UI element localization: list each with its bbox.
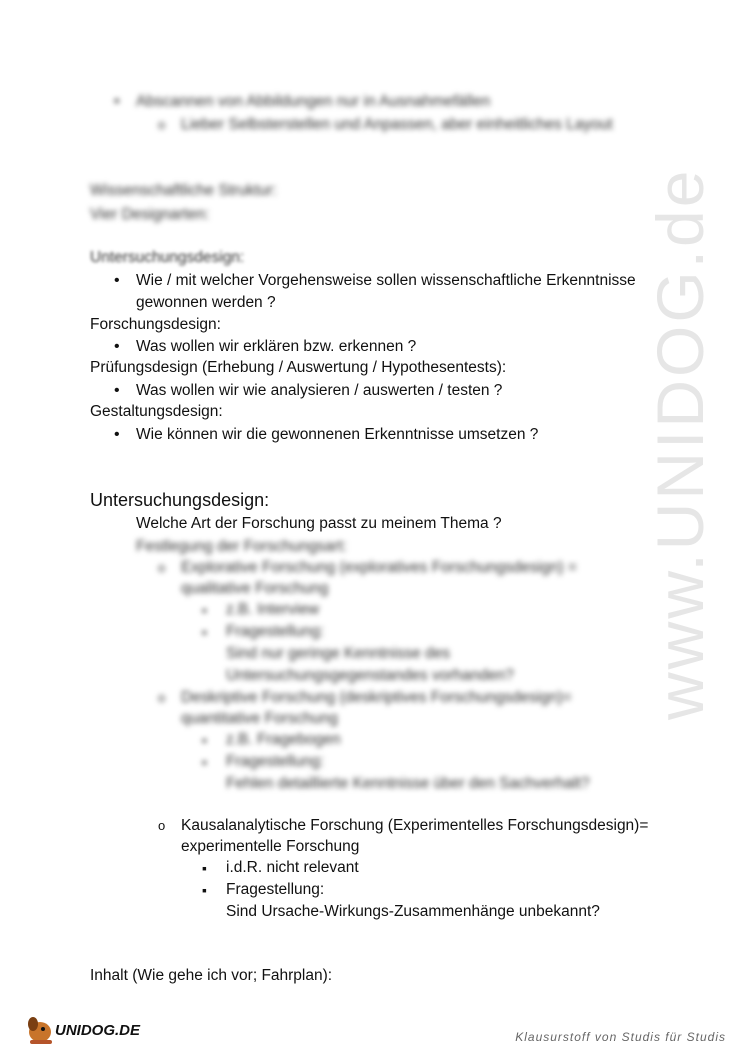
design-question-1-cont: gewonnen werden ? (136, 294, 276, 311)
blurred-heading: Vier Designarten: (90, 206, 210, 223)
blurred-bullet-line: • Abscannen von Abbildungen nur in Ausnahmefällen (136, 92, 490, 112)
section-title: Untersuchungsdesign: (90, 490, 270, 510)
blurred-line: ▪ Fragestellung: (226, 752, 324, 772)
design-question-4: • Wie können wir die gewonnenen Erkenntnisse umsetzen ? (136, 425, 538, 445)
kausal-frage: Sind Ursache-Wirkungs-Zusammenhänge unbekannt? (226, 903, 600, 920)
blurred-line: quantitative Forschung (181, 710, 338, 727)
blurred-line: Fehlen detaillierte Kenntnisse über den Sachverhalt? (226, 775, 590, 792)
blurred-heading: Untersuchungsdesign: (90, 249, 245, 266)
kausal-line-cont: experimentelle Forschung (181, 838, 360, 855)
blurred-line: qualitative Forschung (181, 580, 329, 597)
forschungsdesign-label: Forschungsdesign: (90, 316, 221, 333)
design-question-1: • Wie / mit welcher Vorgehensweise sollen wissenschaftliche Erkenntnisse (136, 271, 636, 291)
blurred-line: Festlegung der Forschungsart: (136, 538, 348, 555)
watermark: www.UNIDOG.de (643, 167, 717, 720)
footer-text: Klausurstoff von Studis für Studis (515, 1030, 726, 1044)
blurred-sub-line: o Lieber Selbsterstellen und Anpassen, aber einheitliches Layout (181, 115, 613, 135)
kausal-line: o Kausalanalytische Forschung (Experimentelles Forschungsdesign)= (181, 816, 648, 836)
blurred-line: ▪ z.B. Fragebogen (226, 730, 341, 750)
blurred-line: Sind nur geringe Kenntnisse des (226, 645, 451, 662)
design-question-3: • Was wollen wir wie analysieren / auswerten / testen ? (136, 381, 502, 401)
blurred-line: o Deskriptive Forschung (deskriptives Forschungsdesign)= (181, 688, 572, 708)
blurred-line: Untersuchungsgegenstandes vorhanden? (226, 667, 514, 684)
gestaltungsdesign-label: Gestaltungsdesign: (90, 403, 223, 420)
section-question: Welche Art der Forschung passt zu meinem Thema ? (136, 515, 502, 532)
kausal-relevance: ▪ i.d.R. nicht relevant (226, 858, 359, 878)
design-question-2: • Was wollen wir erklären bzw. erkennen ? (136, 337, 416, 357)
blurred-line: ▪ z.B. Interview (226, 600, 319, 620)
logo-text: UNIDOG.DE (55, 1022, 141, 1039)
blurred-line: o Explorative Forschung (exploratives Forschungsdesign) = (181, 558, 577, 578)
kausal-frage-label: ▪ Fragestellung: (226, 880, 324, 900)
inhalt-line: Inhalt (Wie gehe ich vor; Fahrplan): (90, 967, 333, 984)
pruefungsdesign-label: Prüfungsdesign (Erhebung / Auswertung / Hypothesentests): (90, 359, 507, 376)
blurred-heading: Wissenschaftliche Struktur: (90, 182, 277, 199)
blurred-line: ▪ Fragestellung: (226, 622, 324, 642)
